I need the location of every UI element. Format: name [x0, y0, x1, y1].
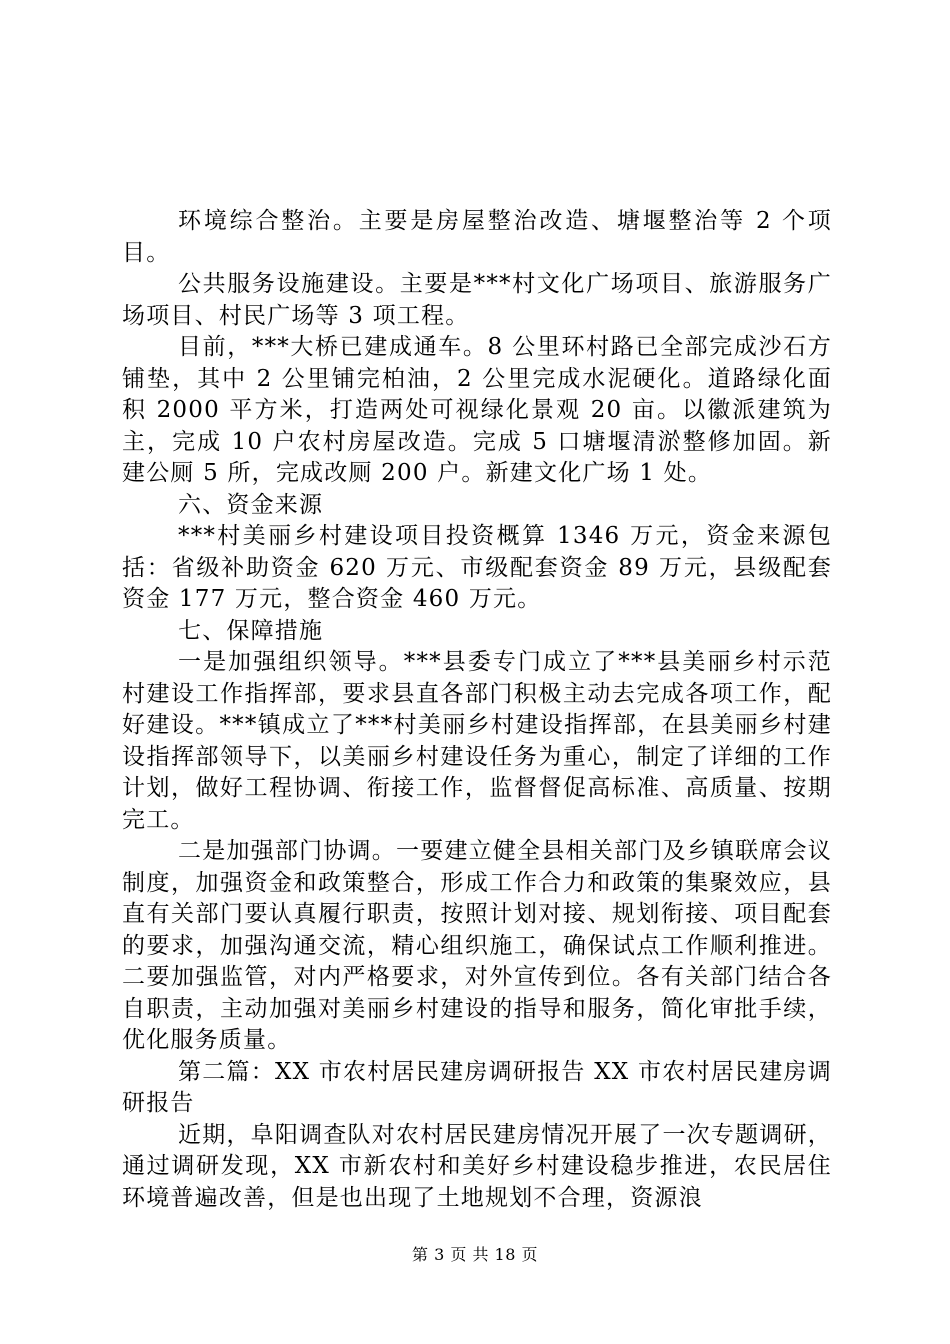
paragraph-funding: ***村美丽乡村建设项目投资概算 1346 万元，资金来源包括：省级补助资金 620 万元、市级配套资金 89 万元，县级配套资金 177 万元，整合资金 460 万元。 [122, 523, 832, 612]
section-heading-safeguards: 七、保障措施 [178, 617, 324, 644]
page-footer: 第 3 页 共 18 页 [412, 1245, 538, 1264]
paragraph-public-service: 公共服务设施建设。主要是***村文化广场项目、旅游服务广场项目、村民广场等 3 项工程。 [122, 271, 832, 329]
paragraph-progress: 目前，***大桥已建成通车。8 公里环村路已全部完成沙石方铺垫，其中 2 公里铺完柏油，2 公里完成水泥硬化。道路绿化面积 2000 平方米，打造两处可视绿化景观 20 亩。以徽派建筑为主，完成 10 户农村房屋改造。完成 5 口塘堰清淤整修加固。新建公厕 5 所，完成改厕 200 户。新建文化广场 1 处。 [122, 334, 832, 486]
paragraph-organization: 一是加强组织领导。***县委专门成立了***县美丽乡村示范村建设工作指挥部，要求县直各部门积极主动去完成各项工作，配好建设。***镇成立了***村美丽乡村建设指挥部，在县美丽乡村建设指挥部领导下，以美丽乡村建设任务为重心，制定了详细的工作计划，做好工程协调、衔接工作，监督督促高标准、高质量、按期完工。 [122, 649, 832, 833]
paragraph-survey: 近期，阜阳调查队对农村居民建房情况开展了一次专题调研，通过调研发现，XX 市新农村和美好乡村建设稳步推进，农民居住环境普遍改善，但是也出现了土地规划不合理，资源浪 [122, 1121, 832, 1211]
section-heading-funding: 六、资金来源 [178, 491, 324, 518]
chapter-title: 第二篇：XX 市农村居民建房调研报告 XX 市农村居民建房调研报告 [122, 1058, 832, 1116]
paragraph-environment: 环境综合整治。主要是房屋整治改造、塘堰整治等 2 个项目。 [122, 208, 832, 266]
document-body [122, 206, 832, 1214]
paragraph-coordination: 二是加强部门协调。一要建立健全县相关部门及乡镇联席会议制度，加强资金和政策整合，形成工作合力和政策的集聚效应，县直有关部门要认真履行职责，按照计划对接、规划衔接、项目配套的要求，加强沟通交流，精心组织施工，确保试点工作顺利推进。二要加强监管，对内严格要求，对外宣传到位。各有关部门结合各自职责，主动加强对美丽乡村建设的指导和服务，简化审批手续，优化服务质量。 [122, 838, 832, 1053]
